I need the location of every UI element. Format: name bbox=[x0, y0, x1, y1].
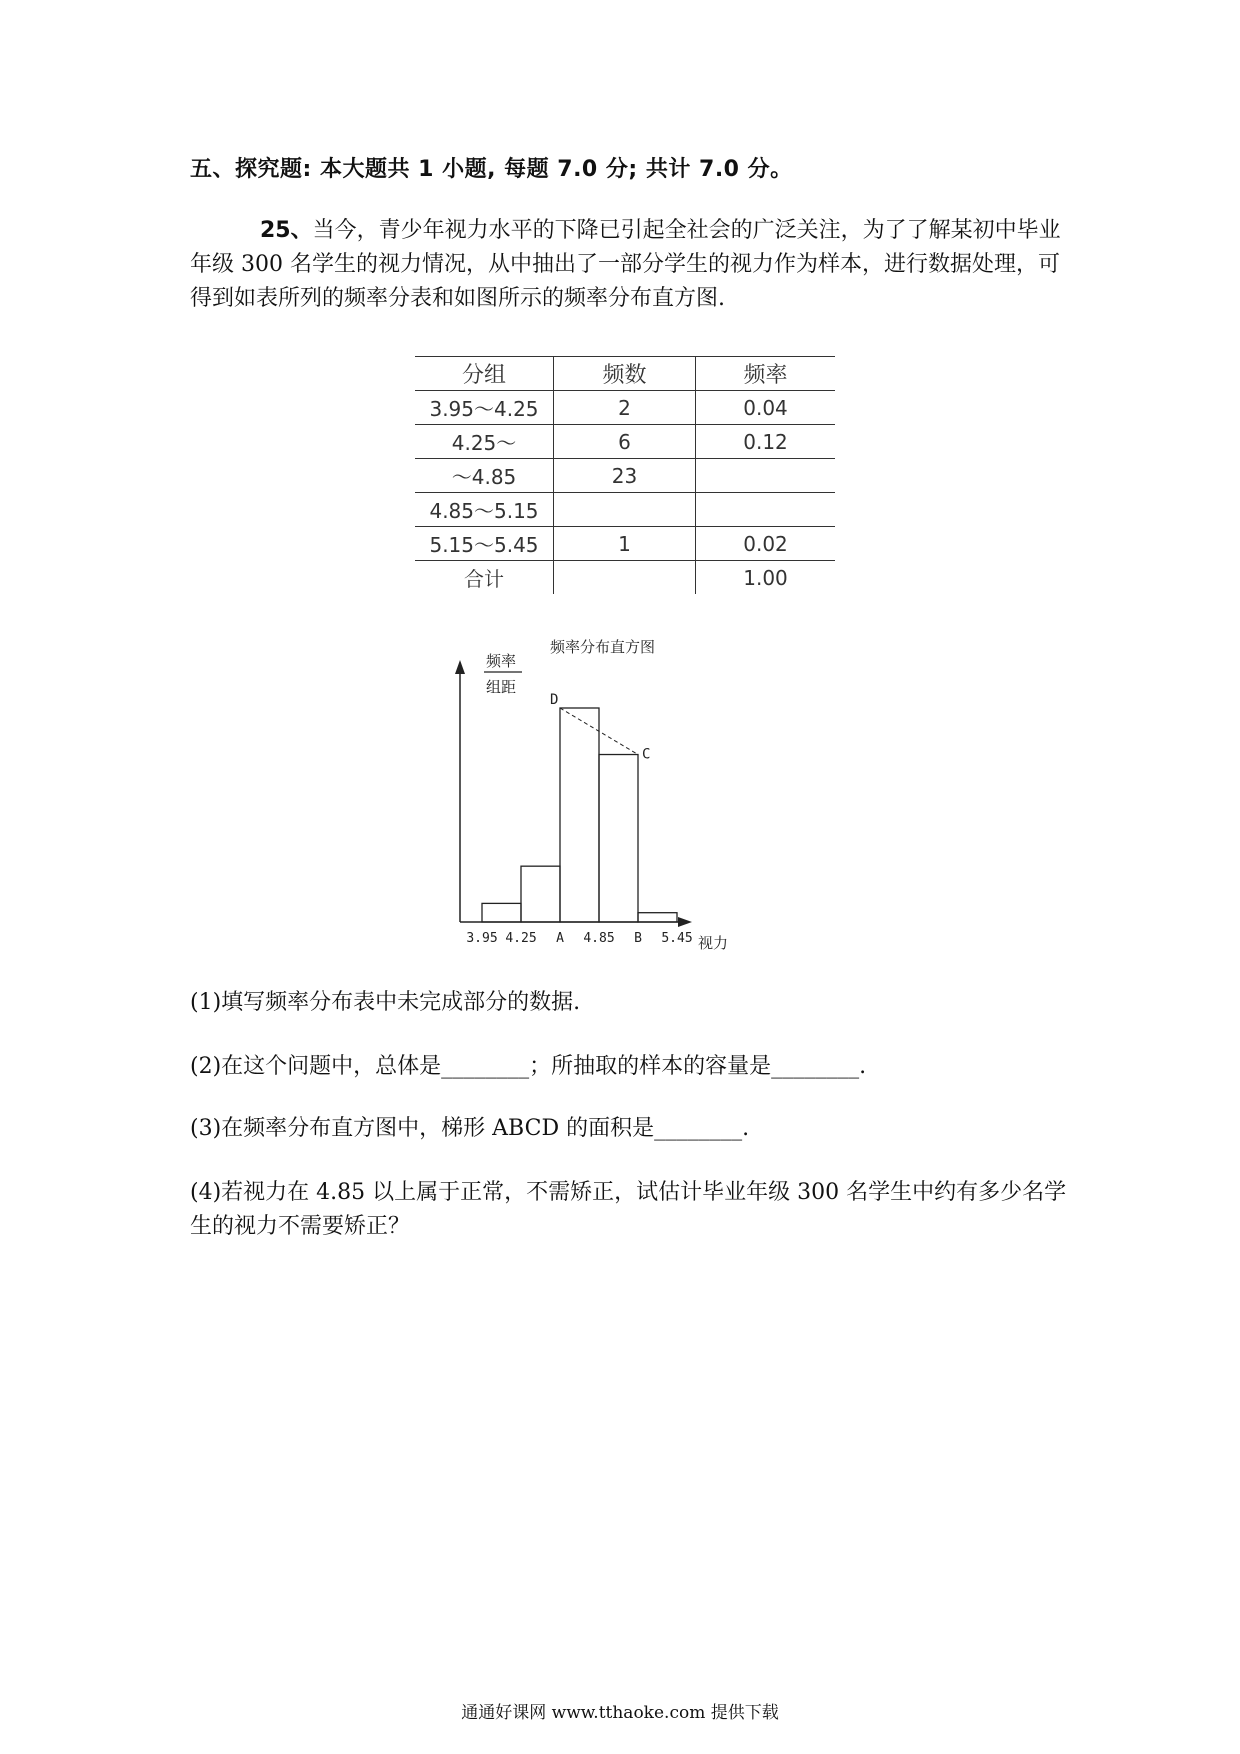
table-row bbox=[415, 493, 835, 527]
question-1: (1)填写频率分布表中未完成部分的数据. bbox=[190, 990, 581, 1015]
table-cell: 0.02 bbox=[696, 527, 836, 561]
table-row bbox=[415, 527, 835, 561]
problem-text: 当今，青少年视力水平的下降已引起全社会的广泛关注，为了了解某初中毕业年级 300 名学生的视力情况，从中抽出了一部分学生的视力作为样本，进行数据处理，可得到如表所列的频率分表和如图所示的频率分布直方图. bbox=[190, 218, 1061, 311]
y-axis-label-numerator: 频率 bbox=[486, 652, 517, 670]
question-4: (4)若视力在 4.85 以上属于正常，不需矫正，试估计毕业年级 300 名学生中约有多少名学生的视力不需要矫正？ bbox=[190, 1180, 1067, 1239]
table-row bbox=[415, 561, 835, 595]
table-cell: 1 bbox=[554, 527, 696, 561]
question-3: (3)在频率分布直方图中，梯形 ABCD 的面积是________. bbox=[190, 1116, 750, 1141]
x-tick-label: 4.25 bbox=[505, 931, 537, 946]
point-label-c: C bbox=[642, 746, 651, 763]
table-row bbox=[415, 391, 835, 425]
ticks-group bbox=[466, 931, 692, 946]
table-header-count: 频数 bbox=[554, 357, 696, 391]
x-tick-label: 3.95 bbox=[466, 931, 498, 946]
x-tick-label: 4.85 bbox=[583, 931, 615, 946]
frequency-table bbox=[415, 356, 835, 594]
table-cell: ～4.85 bbox=[415, 459, 554, 493]
histogram-bar bbox=[560, 708, 599, 922]
table-cell: 3.95～4.25 bbox=[415, 391, 554, 425]
point-label-d: D bbox=[550, 692, 559, 708]
footer-text: 通通好课网 www.tthaoke.com 提供下载 bbox=[461, 1703, 779, 1723]
table-header-group: 分组 bbox=[415, 357, 554, 391]
bars-group bbox=[482, 708, 677, 922]
table-cell: 23 bbox=[554, 459, 696, 493]
x-tick-label: A bbox=[556, 931, 564, 946]
histogram-bar bbox=[482, 903, 521, 922]
table-cell: 0.04 bbox=[696, 391, 836, 425]
table-cell bbox=[554, 493, 696, 527]
histogram-bar bbox=[638, 913, 677, 922]
histogram-chart bbox=[430, 630, 810, 960]
table-cell bbox=[696, 493, 836, 527]
x-tick-label: 5.45 bbox=[661, 931, 693, 946]
table-row bbox=[415, 425, 835, 459]
table-cell: 1.00 bbox=[743, 565, 788, 590]
x-tick-label: B bbox=[634, 931, 642, 946]
table-cell bbox=[696, 459, 836, 493]
table-cell: 2 bbox=[554, 391, 696, 425]
problem-statement bbox=[190, 214, 1070, 316]
table-cell: 4.85～5.15 bbox=[415, 493, 554, 527]
table-cell: 6 bbox=[554, 425, 696, 459]
question-2: (2)在这个问题中，总体是________；所抽取的样本的容量是________. bbox=[190, 1054, 867, 1079]
table-cell: 4.25～ bbox=[415, 425, 554, 459]
chart-title: 频率分布直方图 bbox=[550, 638, 656, 656]
table-cell bbox=[554, 561, 696, 595]
problem-number: 25、 bbox=[260, 218, 313, 243]
x-axis-arrow bbox=[678, 917, 692, 927]
table-cell: 0.12 bbox=[696, 425, 836, 459]
y-axis-label-denominator: 组距 bbox=[486, 678, 517, 696]
table-cell: 合计 bbox=[415, 561, 554, 595]
histogram-bar bbox=[521, 866, 560, 922]
table-cell: 5.15～5.45 bbox=[415, 527, 554, 561]
section-title: 五、探究题: 本大题共 1 小题, 每题 7.0 分; 共计 7.0 分。 bbox=[190, 157, 793, 182]
histogram-bar bbox=[599, 755, 638, 922]
table-header-frequency: 频率 bbox=[696, 357, 836, 391]
x-axis-label: 视力 bbox=[698, 934, 729, 952]
table-row bbox=[415, 459, 835, 493]
y-axis-arrow bbox=[455, 660, 465, 674]
